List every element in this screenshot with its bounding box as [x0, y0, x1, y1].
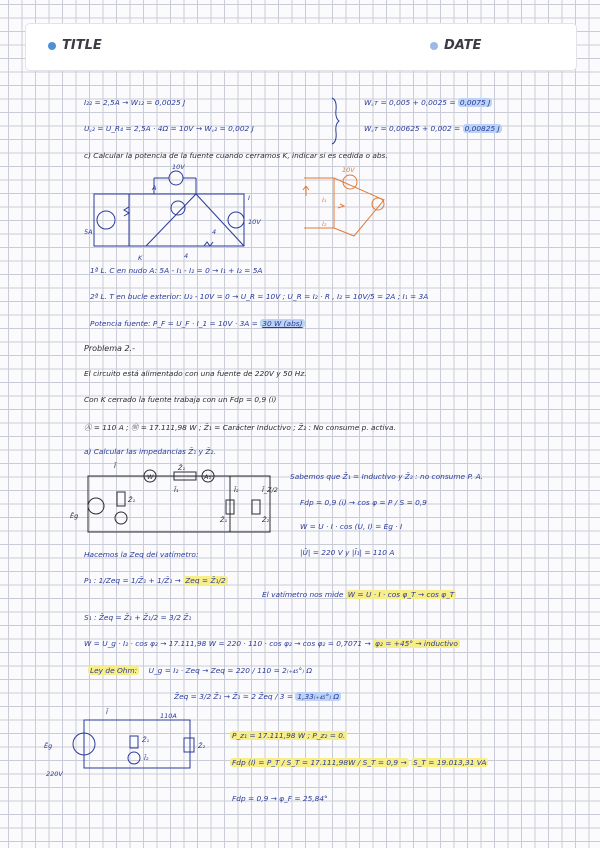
c3-label-eg: Ēg: [70, 512, 79, 520]
circuit-diagram-1: [84, 164, 264, 264]
statement-2: Con K cerrado la fuente trabaja con un Fdp = 0,9 (i): [84, 395, 277, 404]
right-note-1: Sabemos que Z̄₁ = Inductivo y Z̄₂ : no consume P. A.: [290, 472, 484, 481]
c4-label-v: 220V: [46, 770, 63, 778]
date-bullet-icon: [430, 42, 438, 50]
statement-3: Ⓐ = 110 A ; Ⓦ = 17.111,98 W ; Z̄₁ = Carácter Inductivo ; Z̄₂ : No consume p. activa.: [84, 423, 396, 432]
date-field[interactable]: [430, 38, 481, 53]
c3-label-a1: A₁: [204, 473, 212, 481]
c1-label-k: K: [138, 254, 143, 262]
question-c: c) Calcular la potencia de la fuente cuando cerramos K, indicar si es cedida o abs.: [84, 151, 388, 160]
c2-label-i2: I₂: [322, 220, 327, 228]
c3-label-i: Ī: [114, 462, 116, 470]
c4-label-z2: Z̄₂: [198, 742, 206, 750]
zeq-heading: Hacemos la Zeq del vatímetro:: [84, 550, 199, 559]
kirchhoff-voltage: 2ª L. T en bucle exterior: U₂ - 10V = 0 → U_R = 10V ; U_R = I₂ · R , I₂ = 10V/5 = 2A ; I₁ = 3A: [90, 292, 429, 301]
brace-icon: [330, 96, 340, 146]
circuit-diagram-2: [294, 168, 404, 248]
phase-angle: Fdp = 0,9 → φ_F = 25,84°: [232, 794, 328, 803]
energy-total-2: W꜀ᴛ = 0,00625 + 0,002 = 0,00825 J: [364, 124, 500, 133]
c4-label-z1: Z̄₁: [142, 736, 150, 744]
c3-label-z1b: Z̄₁: [220, 516, 228, 524]
date-label: DATE: [444, 38, 482, 53]
right-note-2: Fdp = 0,9 (i) → cos φ = P / S = 0,9: [300, 498, 427, 507]
c1-label-i: I: [248, 194, 250, 202]
apparent-power: Fdp (I) = P_T / S_T = 17.111,98W / S_T = 0,9 → S_T = 19.013,31 VA: [232, 758, 487, 767]
kirchhoff-current: 1ª L. C en nudo A: 5A - I₁ - I₂ = 0 → I₁ + I₂ = 5A: [90, 266, 263, 275]
problem-2-title: Problema 2.-: [84, 344, 135, 353]
c1-label-top: 10V: [172, 163, 185, 171]
c3-label-z1c: Z̄₁: [178, 464, 186, 472]
c1-label-r1: 4: [212, 228, 217, 236]
ohm-law: Ley de Ohm: U_g = I₂ · Zeq → Zeq = 220 / 110 = 2₍₊₄₅°₎ Ω: [90, 666, 312, 675]
z1-result: Z̄eq = 3/2 Z̄₁ → Z̄₁ = 2 Z̄eq / 3 = 1,33₍₊₄₅°₎ Ω: [174, 692, 340, 701]
power-split: P_z₁ = 17.111,98 W ; P_z₂ = 0.: [232, 731, 346, 740]
c1-label-r2: 4: [184, 252, 189, 260]
page-header: [26, 24, 576, 70]
right-note-4: |Ū| = 220 V y |Ī₁| = 110 A: [300, 548, 395, 557]
right-note-3: W = U · I · cos (U, I) = Eg · I: [300, 522, 403, 531]
energy-total-1: W꜀ᴛ = 0,005 + 0,0025 = 0,0075 J: [364, 98, 491, 107]
parallel-eq: P₁ : 1/Zeq = 1/Z̄₁ + 1/Z̄₁ → Zeq = Z̄₁/2: [84, 576, 226, 585]
title-bullet-icon: [48, 42, 56, 50]
c3-label-i1: Ī₁: [174, 486, 179, 494]
c4-label-current: 110A: [160, 712, 177, 720]
source-power: Potencia fuente: P_F = U_F · I_1 = 10V · 3A = 30 W (abs): [90, 319, 303, 328]
c3-label-i2: Ī₂: [234, 486, 239, 494]
c1-label-node: A: [152, 184, 157, 192]
c3-label-w: W: [147, 473, 154, 481]
power-eq: W = U_g · I₂ · cos φ₂ → 17.111,98 W = 220 · 110 · cos φ₂ → cos φ₂ = 0,7071 → φ₂ = +45° → inductivo: [84, 639, 458, 648]
statement-1: El circuito está alimentado con una fuente de 220V y 50 Hz.: [84, 369, 307, 378]
title-field[interactable]: [48, 38, 102, 53]
c2-label-i1: I₁: [322, 196, 327, 204]
c1-label-right: 10V: [248, 218, 261, 226]
question-a: a) Calcular las impedancias Z̄₁ y Z̄₂.: [84, 447, 216, 456]
c2-label-v: 10V: [342, 166, 355, 174]
c3-label-iz2: Ī_Z/2: [262, 486, 278, 494]
c4-label-i: Ī: [106, 708, 108, 716]
circuit-diagram-4: [44, 708, 204, 780]
title-label: TITLE: [62, 38, 102, 53]
energy-line-1: I₂₂ = 2,5A → W₁₂ = 0,0025 J: [84, 98, 186, 107]
wattmeter-note: El vatímetro nos mide W = U · I · cos φ_T → cos φ_T: [262, 590, 455, 599]
c3-label-z1a: Z̄₁: [128, 496, 136, 504]
series-eq: S₁ : Z̄eq = Z̄₁ + Z̄₁/2 = 3/2 Z̄₁: [84, 613, 192, 622]
energy-line-2: U꜀₂ = U_R₄ = 2,5A · 4Ω = 10V → W꜀₂ = 0,002 J: [84, 124, 254, 133]
c4-label-eg: Ēg: [44, 742, 53, 750]
c4-label-i2: Ī₂: [144, 754, 149, 762]
c3-label-z2: Z̄₂: [262, 516, 270, 524]
c1-label-source: 5A: [84, 228, 93, 236]
circuit-diagram-3: [70, 462, 290, 542]
